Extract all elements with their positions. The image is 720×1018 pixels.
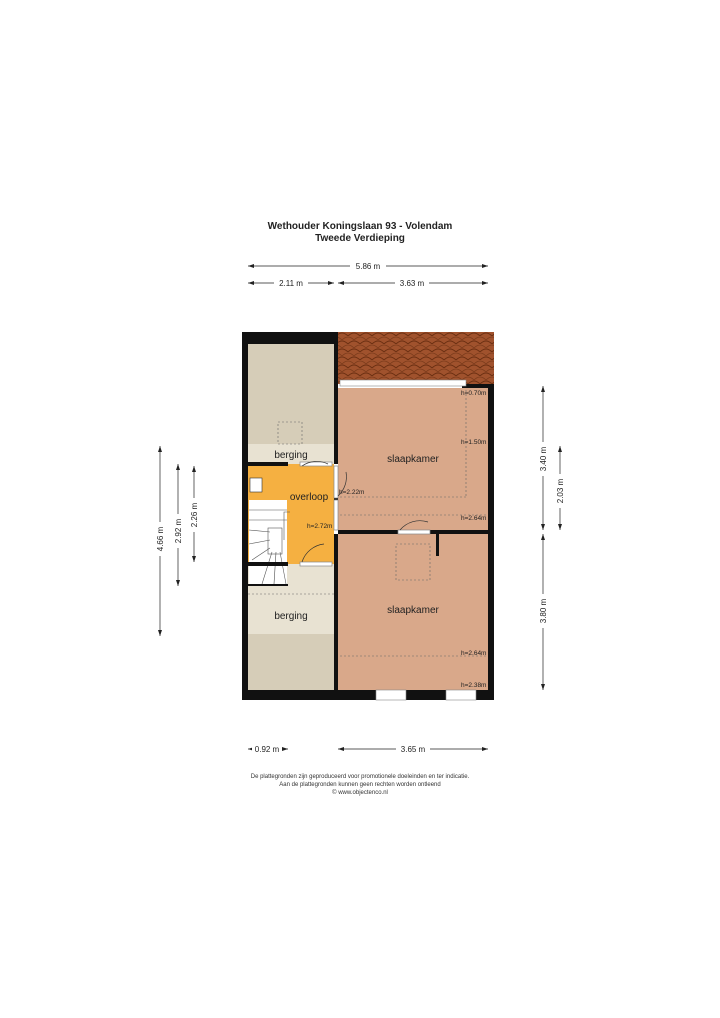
vent-icon: [250, 478, 262, 492]
room-overloop: overloop: [289, 492, 329, 503]
height-label: h=0.70m: [461, 390, 487, 397]
dim-right-bottom: [537, 534, 549, 690]
disclaimer-line-1: De plattegronden zijn geproduceerd voor promotionele doeleinden en ter indicatie.: [250, 774, 470, 780]
dim-bottom-right: [338, 743, 488, 755]
dim-width-left: [248, 277, 334, 289]
roof-tiles: [336, 332, 494, 384]
dim-left-inner: [188, 466, 200, 562]
height-label: h=2.38m: [461, 682, 487, 689]
left-outer-label: 4.66 m: [156, 526, 165, 552]
right-bottom-label: 3.80 m: [539, 598, 548, 624]
dim-left-outer: [154, 446, 166, 636]
height-label: h=2.64m: [461, 515, 487, 522]
disclaimer-line-3: © www.objectenco.nl: [332, 790, 388, 796]
room-berging-top: berging: [274, 450, 308, 461]
room-berging-bottom: berging: [274, 611, 308, 622]
dim-width-right: [338, 277, 488, 289]
dim-left-mid: [172, 464, 184, 586]
dim-right-top-inner: [554, 446, 566, 530]
plan-title: Wethouder Koningslaan 93 - Volendam: [267, 221, 453, 232]
height-label: h=2.72m: [307, 523, 333, 530]
disclaimer: [0, 773, 720, 797]
dim-right-top: [537, 386, 549, 530]
total-width-label: 5.86 m: [355, 262, 381, 271]
disclaimer-line-2: Aan de plattegronden kunnen geen rechten worden ontleend: [279, 782, 441, 788]
width-right-label: 3.63 m: [399, 279, 425, 288]
right-top-label: 3.40 m: [539, 446, 548, 472]
staircase: [249, 500, 290, 584]
left-inner-label: 2.26 m: [190, 502, 199, 528]
plan-subtitle: Tweede Verdieping: [315, 233, 405, 244]
room-slaapkamer-bottom: slaapkamer: [387, 605, 439, 616]
width-left-label: 2.11 m: [279, 279, 303, 288]
dim-total-width: [248, 260, 488, 272]
room-slaapkamer-top: slaapkamer: [387, 454, 439, 465]
dim-bottom-left: [248, 743, 288, 755]
height-label: h=1.50m: [461, 439, 487, 446]
bottom-right-label: 3.65 m: [400, 745, 426, 754]
bottom-left-label: 0.92 m: [254, 745, 280, 754]
right-top-inner-label: 2.03 m: [556, 478, 565, 504]
height-label: h=2.22m: [339, 489, 365, 496]
left-mid-label: 2.92 m: [174, 518, 183, 544]
height-label: h=2.64m: [461, 650, 487, 657]
